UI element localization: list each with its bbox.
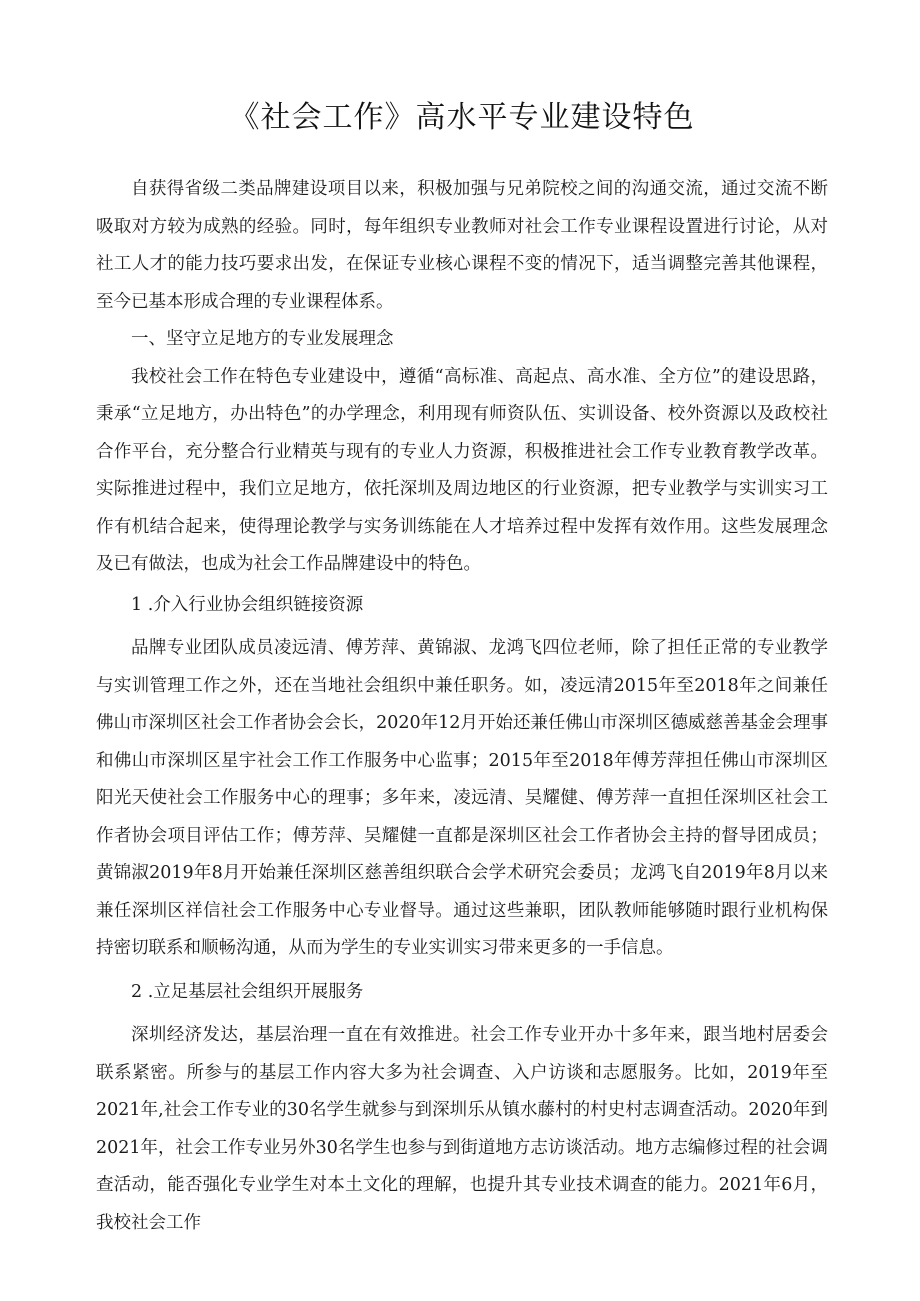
section-1-paragraph: 我校社会工作在特色专业建设中，遵循“高标准、高起点、高水准、全方位”的建设思路，秉承“立足地方，办出特色”的办学理念，利用现有师资队伍、实训设备、校外资源以及政校社合作平台，充分整合行业精英与现有的专业人力资源，积极推进社会工作专业教育教学改革。实际推进过程中，我们立足地方，依托深圳及周边地区的行业资源，把专业教学与实训实习工作有机结合起来，使得理论教学与实务训练能在人才培养过程中发挥有效作用。这些发展理念及已有做法，也成为社会工作品牌建设中的特色。 xyxy=(96,366,828,574)
subsection-2-heading: 2 .立足基层社会组织开展服务 xyxy=(131,981,364,1002)
section-1-heading: 一、坚守立足地方的专业发展理念 xyxy=(131,329,394,349)
subsection-2-paragraph: 深圳经济发达，基层治理一直在有效推进。社会工作专业开办十多年来，跟当地村居委会联系紧密。所参与的基层工作内容大多为社会调查、入户访谈和志愿服务。比如，2019年至2021年,社会工作专业的30名学生就参与到深圳乐从镇水藤村的村史村志调查活动。2020年到2021年，社会工作专业另外30名学生也参与到街道地方志访谈活动。地方志编修过程的社会调查活动，能否强化专业学生对本土文化的理解，也提升其专业技术调查的能力。2021年6月，我校社会工作 xyxy=(96,1025,828,1233)
subsection-1-paragraph: 品牌专业团队成员凌远清、傅芳萍、黄锦淑、龙鸿飞四位老师，除了担任正常的专业教学与实训管理工作之外，还在当地社会组织中兼任职务。如，凌远清2015年至2018年之间兼任佛山市深圳区社会工作者协会会长，2020年12月开始还兼任佛山市深圳区德威慈善基金会理事和佛山市深圳区星宇社会工作工作服务中心监事；2015年至2018年傅芳萍担任佛山市深圳区阳光天使社会工作服务中心的理事；多年来，凌远清、吴耀健、傅芳萍一直担任深圳区社会工作者协会项目评估工作；傅芳萍、吴耀健一直都是深圳区社会工作者协会主持的督导团成员；黄锦淑2019年8月开始兼任深圳区慈善组织联合会学术研究会委员；龙鸿飞自2019年8月以来兼任深圳区祥信社会工作服务中心专业督导。通过这些兼职，团队教师能够随时跟行业机构保持密切联系和顺畅沟通，从而为学生的专业实训实习带来更多的一手信息。 xyxy=(96,638,828,958)
intro-paragraph: 自获得省级二类品牌建设项目以来，积极加强与兄弟院校之间的沟通交流，通过交流不断吸取对方较为成熟的经验。同时，每年组织专业教师对社会工作专业课程设置进行讨论，从对社工人才的能力技巧要求出发，在保证专业核心课程不变的情况下，适当调整完善其他课程，至今已基本形成合理的专业课程体系。 xyxy=(96,179,828,312)
subsection-1-heading: 1 .介入行业协会组织链接资源 xyxy=(131,594,364,615)
document-title: 《社会工作》高水平专业建设特色 xyxy=(229,100,695,135)
